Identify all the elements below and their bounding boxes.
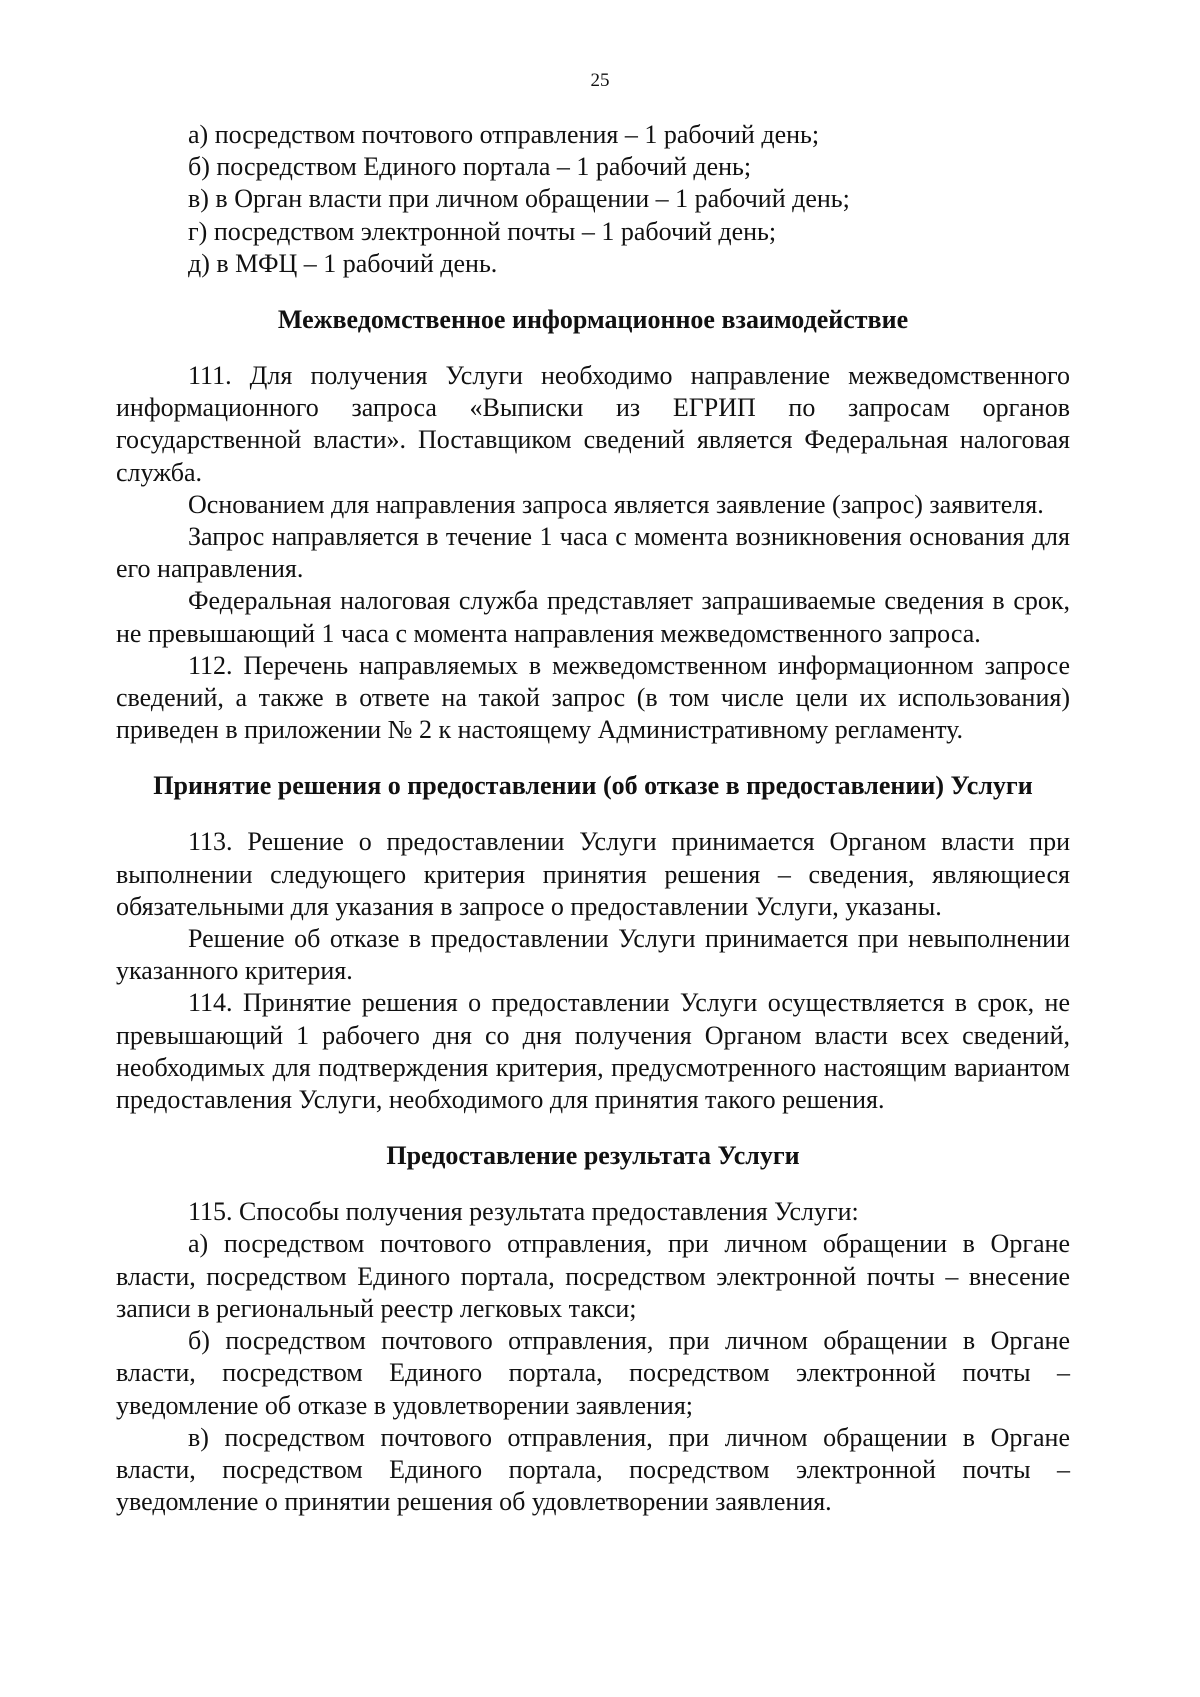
delivery-terms-list (116, 119, 1070, 280)
paragraph: Решение об отказе в предоставлении Услуги принимается при невыполнении указанного критерия. (116, 924, 1070, 986)
list-item: в) в Орган власти при личном обращении – 1 рабочий день; (188, 184, 850, 214)
paragraph: а) посредством почтового отправления, при личном обращении в Органе власти, посредством Единого портала, посредством электронной почты – внесение записи в региональный реестр легковых такси; (116, 1229, 1070, 1323)
paragraph: в) посредством почтового отправления, при личном обращении в Органе власти, посредством Единого портала, посредством электронной почты – уведомление о принятии решения об удовлетворении заявления. (116, 1422, 1070, 1517)
paragraph: 114. Принятие решения о предоставлении Услуги осуществляется в срок, не превышающий 1 рабочего дня со дня получения Органом власти всех сведений, необходимых для подтверждения критерия, предусмотренного настоящим вариантом предоставления Услуги, необходимого для принятия такого решения. (116, 988, 1070, 1115)
paragraph: Запрос направляется в течение 1 часа с момента возникновения основания для его направления. (116, 522, 1070, 584)
list-item: б) посредством Единого портала – 1 рабочий день; (188, 152, 752, 182)
paragraph: 113. Решение о предоставлении Услуги принимается Органом власти при выполнении следующего критерия принятия решения – сведения, являющиеся обязательными для указания в запросе о предоставлении Услуги, указаны. (116, 827, 1070, 921)
paragraph: Основанием для направления запроса является заявление (запрос) заявителя. (188, 489, 1044, 519)
list-item: а) посредством почтового отправления – 1 рабочий день; (188, 120, 820, 149)
section-heading-decision: Принятие решения о предоставлении (об отказе в предоставлении) Услуги (153, 771, 1033, 801)
paragraph: 111. Для получения Услуги необходимо направление межведомственного информационного запроса «Выписки из ЕГРИП по запросам органов государственной власти». Поставщиком сведений является Федеральная налоговая служба. (116, 361, 1070, 487)
document-body (116, 119, 1070, 1518)
paragraph: б) посредством почтового отправления, при личном обращении в Органе власти, посредством Единого портала, посредством электронной почты – уведомление об отказе в удовлетворении заявления; (116, 1326, 1070, 1420)
paragraph: 115. Способы получения результата предоставления Услуги: (188, 1197, 859, 1227)
section-heading-result: Предоставление результата Услуги (386, 1141, 800, 1171)
paragraph: 112. Перечень направляемых в межведомственном информационном запросе сведений, а также в ответе на такой запрос (в том числе цели их использования) приведен в приложении № 2 к настоящему Административному регламенту. (116, 650, 1070, 745)
page-number: 25 (590, 70, 610, 91)
list-item: г) посредством электронной почты – 1 рабочий день; (188, 216, 777, 246)
list-item: д) в МФЦ – 1 рабочий день. (188, 248, 498, 278)
section-heading-interagency: Межведомственное информационное взаимодействие (277, 305, 909, 335)
paragraph: Федеральная налоговая служба представляет запрашиваемые сведения в срок, не превышающий 1 часа с момента направления межведомственного запроса. (116, 586, 1070, 648)
